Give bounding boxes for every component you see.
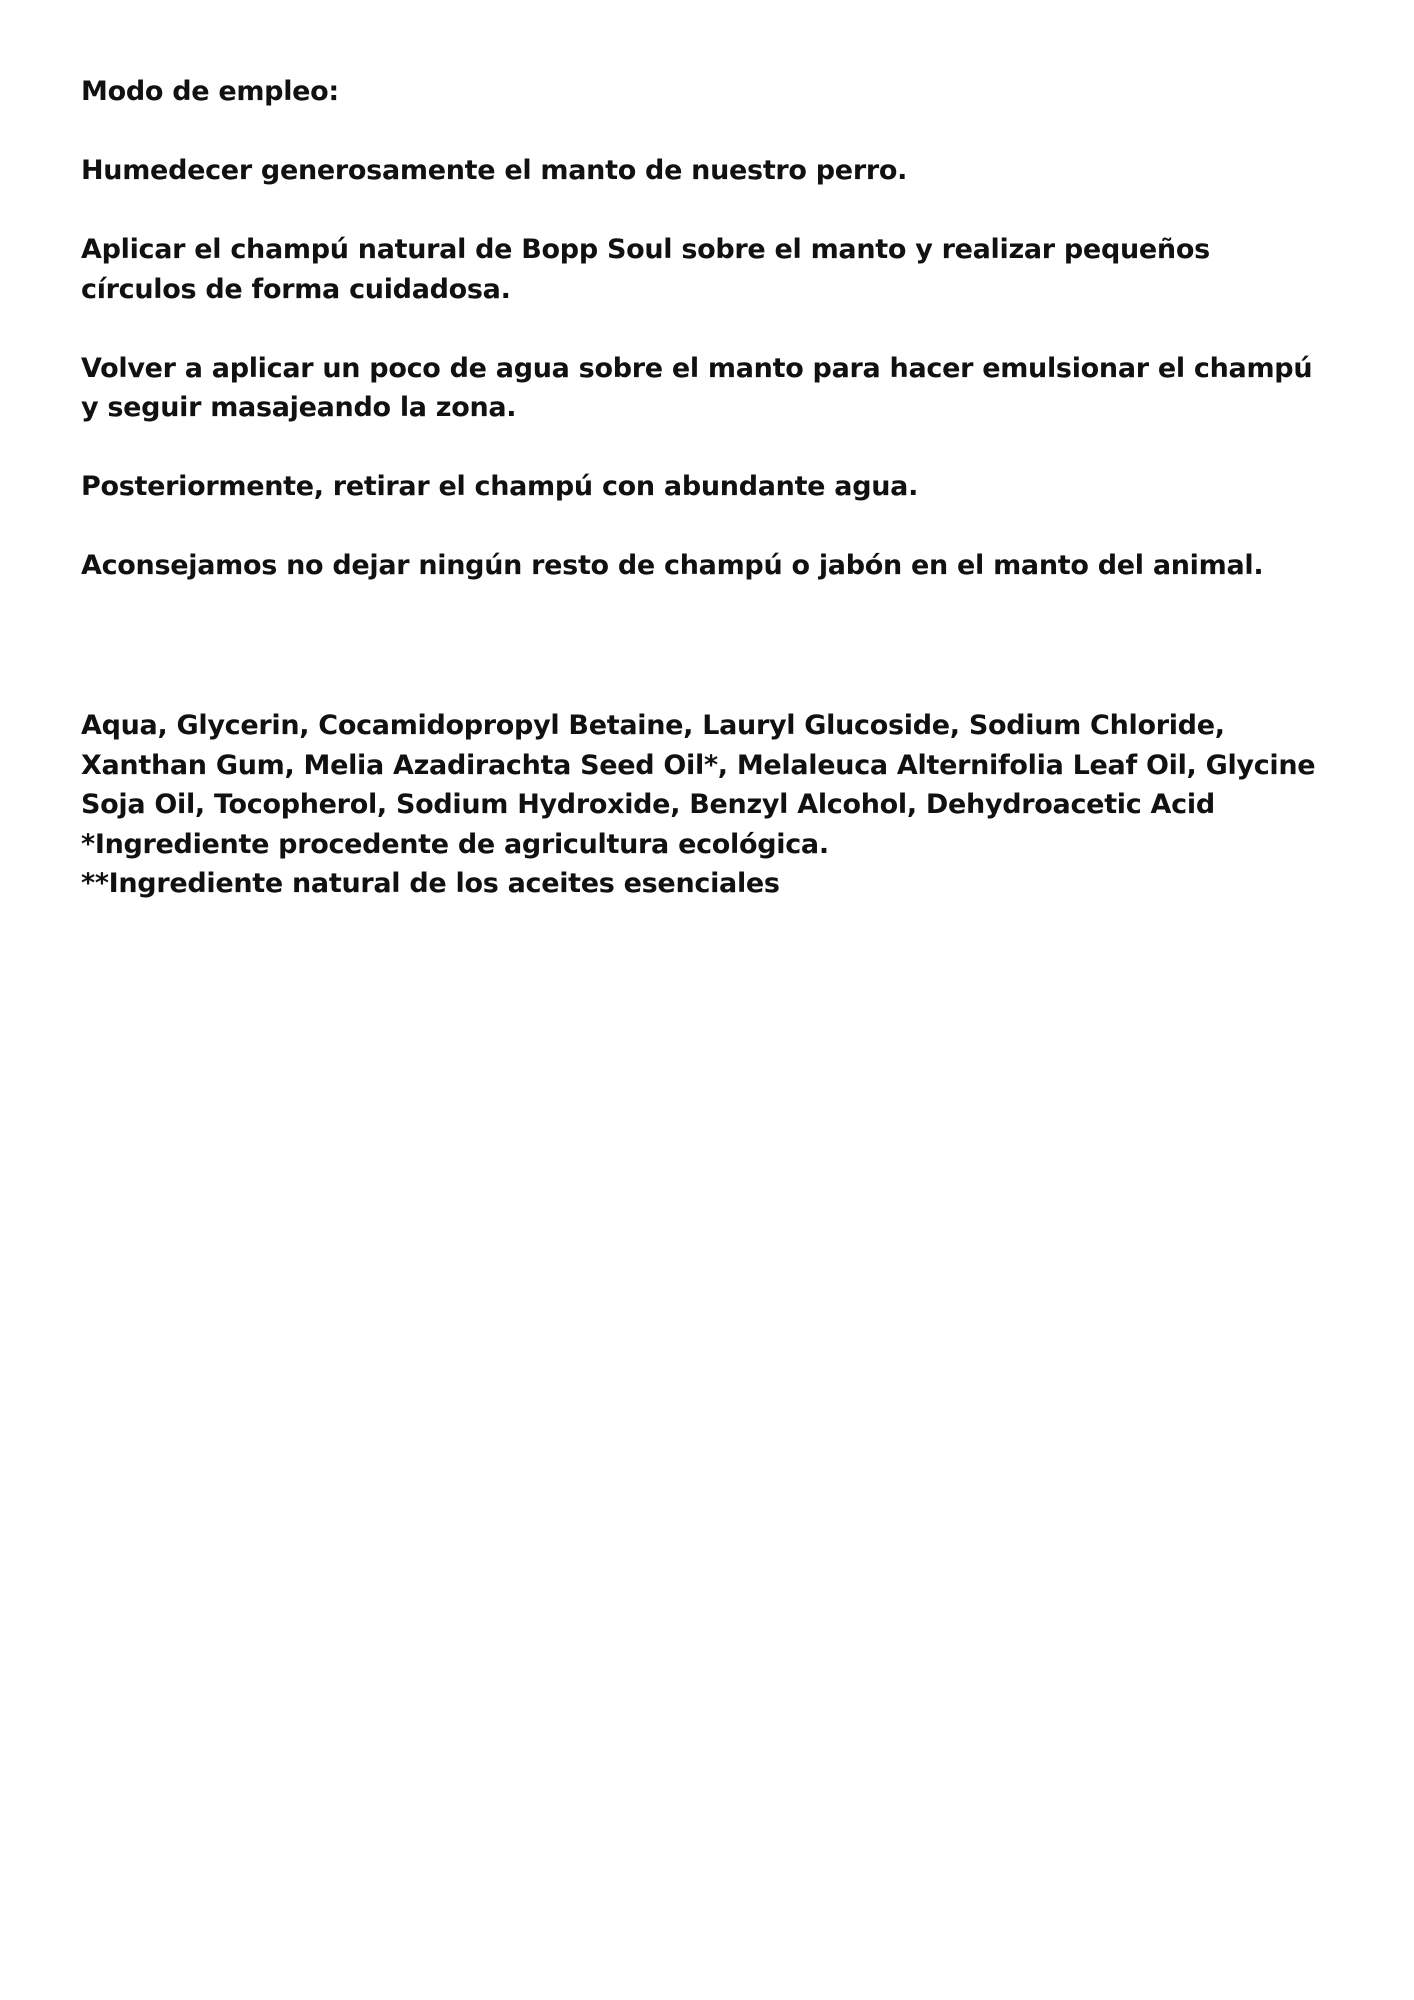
ingredients-note: **Ingrediente natural de los aceites esenciales: [81, 868, 780, 899]
usage-step-4: Posteriormente, retirar el champú con abundante agua.: [81, 471, 919, 502]
usage-step-1: Humedecer generosamente el manto de nuestro perro.: [81, 155, 908, 186]
ingredients-section: [81, 706, 1331, 904]
usage-step-3: Volver a aplicar un poco de agua sobre el manto para hacer emulsionar el champú y seguir masajeando la zona.: [81, 352, 1313, 423]
usage-step-5: Aconsejamos no dejar ningún resto de champú o jabón en el manto del animal.: [81, 550, 1264, 581]
ingredients-list: Aqua, Glycerin, Cocamidopropyl Betaine, Lauryl Glucoside, Sodium Chloride, Xanthan Gum, Melia Azadirachta Seed Oil*, Melaleuca Alternifolia Leaf Oil, Glycine Soja Oil, Tocopherol, Sodium Hydroxide, Benzyl Alcohol, Dehydroacetic Acid *Ingrediente procedente de agricultura ecológica.: [81, 710, 1316, 860]
usage-heading: Modo de empleo:: [81, 76, 339, 107]
usage-step-2: Aplicar el champú natural de Bopp Soul sobre el manto y realizar pequeños círculos de forma cuidadosa.: [81, 234, 1210, 305]
usage-section: [81, 72, 1331, 625]
